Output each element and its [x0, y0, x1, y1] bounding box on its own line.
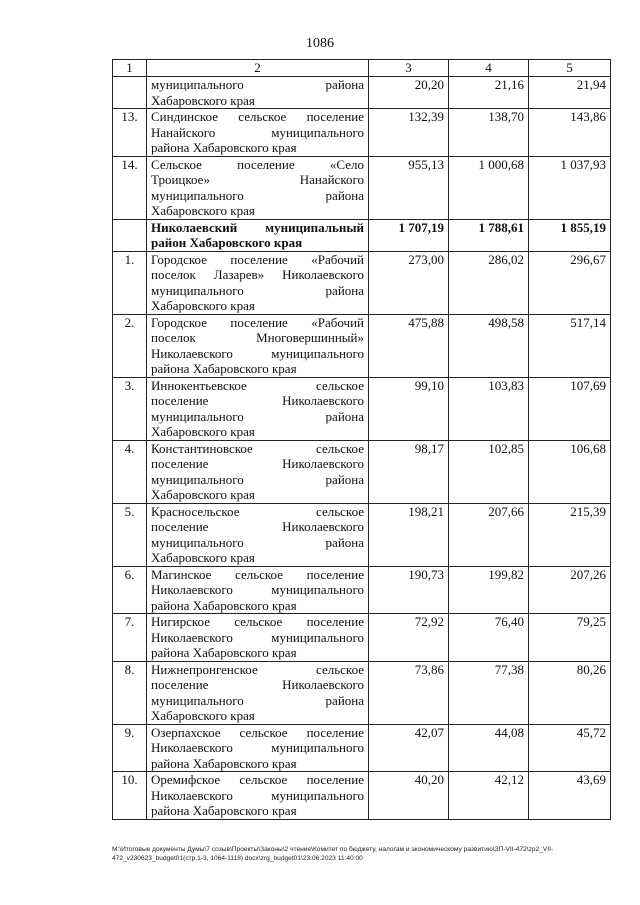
value-col-4: 103,83	[449, 377, 529, 440]
name-line: Нижнепронгенское сельское	[151, 661, 364, 677]
municipality-name	[147, 77, 369, 109]
row-number: 9.	[113, 724, 147, 772]
name-line: Константиновское сельское	[151, 440, 364, 456]
name-line: муниципального района	[151, 77, 364, 92]
municipality-name	[147, 440, 369, 503]
name-line: поселение Николаевского	[151, 456, 364, 471]
name-line: район Хабаровского края	[151, 235, 303, 250]
name-line: Озерпахское сельское поселение	[151, 724, 364, 740]
row-number: 3.	[113, 377, 147, 440]
value-col-4: 21,16	[449, 77, 529, 109]
value-col-3: 42,07	[369, 724, 449, 772]
value-col-4: 44,08	[449, 724, 529, 772]
municipality-name	[147, 314, 369, 377]
name-line: Николаевского муниципального	[151, 345, 364, 361]
name-line: Хабаровского края	[151, 487, 255, 502]
table-row	[113, 614, 611, 662]
value-col-5: 296,67	[529, 251, 611, 314]
name-line: муниципального района	[151, 471, 364, 487]
value-col-5: 1 855,19	[529, 219, 611, 251]
name-line: поселок Лазарев» Николаевского	[151, 267, 364, 282]
name-line: Оремифское сельское поселение	[151, 772, 364, 787]
value-col-4: 199,82	[449, 566, 529, 614]
name-line: Николаевского муниципального	[151, 582, 364, 597]
table-row	[113, 314, 611, 377]
row-number: 5.	[113, 503, 147, 566]
value-col-5: 106,68	[529, 440, 611, 503]
table-row	[113, 219, 611, 251]
row-number: 13.	[113, 109, 147, 157]
column-header-2: 2	[147, 60, 369, 77]
name-line: Троицкое» Нанайского	[151, 172, 364, 187]
row-number: 6.	[113, 566, 147, 614]
value-col-5: 21,94	[529, 77, 611, 109]
value-col-4: 102,85	[449, 440, 529, 503]
municipality-name	[147, 219, 369, 251]
value-col-5: 43,69	[529, 772, 611, 820]
value-col-5: 1 037,93	[529, 156, 611, 219]
table-row	[113, 661, 611, 724]
value-col-5: 143,86	[529, 109, 611, 157]
name-line: Николаевского муниципального	[151, 740, 364, 755]
value-col-4: 286,02	[449, 251, 529, 314]
row-number: 4.	[113, 440, 147, 503]
value-col-4: 76,40	[449, 614, 529, 662]
row-number: 1.	[113, 251, 147, 314]
value-col-3: 190,73	[369, 566, 449, 614]
table-row	[113, 251, 611, 314]
table-row	[113, 724, 611, 772]
name-line: Николаевского муниципального	[151, 629, 364, 645]
municipality-name	[147, 566, 369, 614]
name-line: Нанайского муниципального	[151, 124, 364, 140]
table-row	[113, 566, 611, 614]
row-number	[113, 77, 147, 109]
value-col-3: 273,00	[369, 251, 449, 314]
value-col-3: 40,20	[369, 772, 449, 820]
name-line: Хабаровского края	[151, 92, 255, 108]
value-col-3: 1 707,19	[369, 219, 449, 251]
name-line: района Хабаровского края	[151, 803, 297, 818]
name-line: района Хабаровского края	[151, 755, 297, 771]
column-header-1: 1	[113, 60, 147, 77]
name-line: Нигирское сельское поселение	[151, 614, 364, 629]
municipality-name	[147, 503, 369, 566]
value-col-4: 1 788,61	[449, 219, 529, 251]
name-line: района Хабаровского края	[151, 361, 297, 376]
value-col-5: 517,14	[529, 314, 611, 377]
value-col-3: 20,20	[369, 77, 449, 109]
row-number: 10.	[113, 772, 147, 820]
name-line: Городское поселение «Рабочий	[151, 251, 364, 267]
page-number: 1086	[306, 36, 334, 51]
name-line: Хабаровского края	[151, 550, 255, 565]
name-line: Хабаровского края	[151, 424, 255, 439]
value-col-5: 45,72	[529, 724, 611, 772]
name-line: Иннокентьевское сельское	[151, 377, 364, 393]
municipality-name	[147, 661, 369, 724]
name-line: района Хабаровского края	[151, 597, 297, 613]
name-line: Магинское сельское поселение	[151, 566, 364, 582]
municipality-name	[147, 724, 369, 772]
value-col-4: 207,66	[449, 503, 529, 566]
table-row	[113, 503, 611, 566]
value-col-3: 73,86	[369, 661, 449, 724]
name-line: муниципального района	[151, 408, 364, 424]
table-header-row	[113, 60, 611, 77]
value-col-3: 132,39	[369, 109, 449, 157]
table-row	[113, 772, 611, 820]
name-line: поселение Николаевского	[151, 519, 364, 534]
name-line: района Хабаровского края	[151, 140, 297, 155]
row-number	[113, 219, 147, 251]
name-line: муниципального района	[151, 534, 364, 550]
value-col-3: 72,92	[369, 614, 449, 662]
name-line: Николаевского муниципального	[151, 787, 364, 803]
value-col-3: 955,13	[369, 156, 449, 219]
value-col-5: 80,26	[529, 661, 611, 724]
table-row	[113, 77, 611, 109]
name-line: Городское поселение «Рабочий	[151, 314, 364, 330]
table-row	[113, 109, 611, 157]
value-col-3: 475,88	[369, 314, 449, 377]
value-col-4: 42,12	[449, 772, 529, 820]
name-line: Синдинское сельское поселение	[151, 109, 364, 124]
municipality-name	[147, 109, 369, 157]
name-line: района Хабаровского края	[151, 645, 297, 660]
name-line: Хабаровского края	[151, 298, 255, 313]
value-col-3: 99,10	[369, 377, 449, 440]
municipality-name	[147, 614, 369, 662]
table-row	[113, 156, 611, 219]
value-col-5: 107,69	[529, 377, 611, 440]
name-line: поселение Николаевского	[151, 677, 364, 692]
budget-table	[112, 59, 611, 820]
column-header-3: 3	[369, 60, 449, 77]
column-header-4: 4	[449, 60, 529, 77]
name-line: Сельское поселение «Село	[151, 156, 364, 172]
name-line: Хабаровского края	[151, 203, 255, 218]
value-col-3: 98,17	[369, 440, 449, 503]
name-line: муниципального района	[151, 692, 364, 708]
name-line: Хабаровского края	[151, 708, 255, 723]
table-row	[113, 440, 611, 503]
name-line: муниципального района	[151, 187, 364, 203]
row-number: 7.	[113, 614, 147, 662]
row-number: 8.	[113, 661, 147, 724]
municipality-name	[147, 772, 369, 820]
document-path-footer: M:\Итоговые документы Думы\7 созыв\Проекты\Законы\2 чтение\Комитет по бюджету, налогам и экономическому развитию\ЗП-VII-472\zp2_VII-472_v230623_budget01(стр.1-3, 1064-1118).docx\zrg_budget01\23.06.2023 11:40:00	[112, 846, 554, 862]
table-row	[113, 377, 611, 440]
value-col-4: 138,70	[449, 109, 529, 157]
value-col-5: 207,26	[529, 566, 611, 614]
row-number: 14.	[113, 156, 147, 219]
municipality-name	[147, 251, 369, 314]
value-col-3: 198,21	[369, 503, 449, 566]
name-line: поселок Многовершинный»	[151, 330, 364, 345]
value-col-4: 77,38	[449, 661, 529, 724]
name-line: поселение Николаевского	[151, 393, 364, 408]
municipality-name	[147, 156, 369, 219]
value-col-5: 215,39	[529, 503, 611, 566]
name-line: Красносельское сельское	[151, 503, 364, 519]
name-line: Николаевский муниципальный	[151, 219, 364, 235]
name-line: муниципального района	[151, 282, 364, 298]
value-col-4: 498,58	[449, 314, 529, 377]
table-body	[113, 77, 611, 820]
value-col-4: 1 000,68	[449, 156, 529, 219]
column-header-5: 5	[529, 60, 611, 77]
value-col-5: 79,25	[529, 614, 611, 662]
municipality-name	[147, 377, 369, 440]
row-number: 2.	[113, 314, 147, 377]
